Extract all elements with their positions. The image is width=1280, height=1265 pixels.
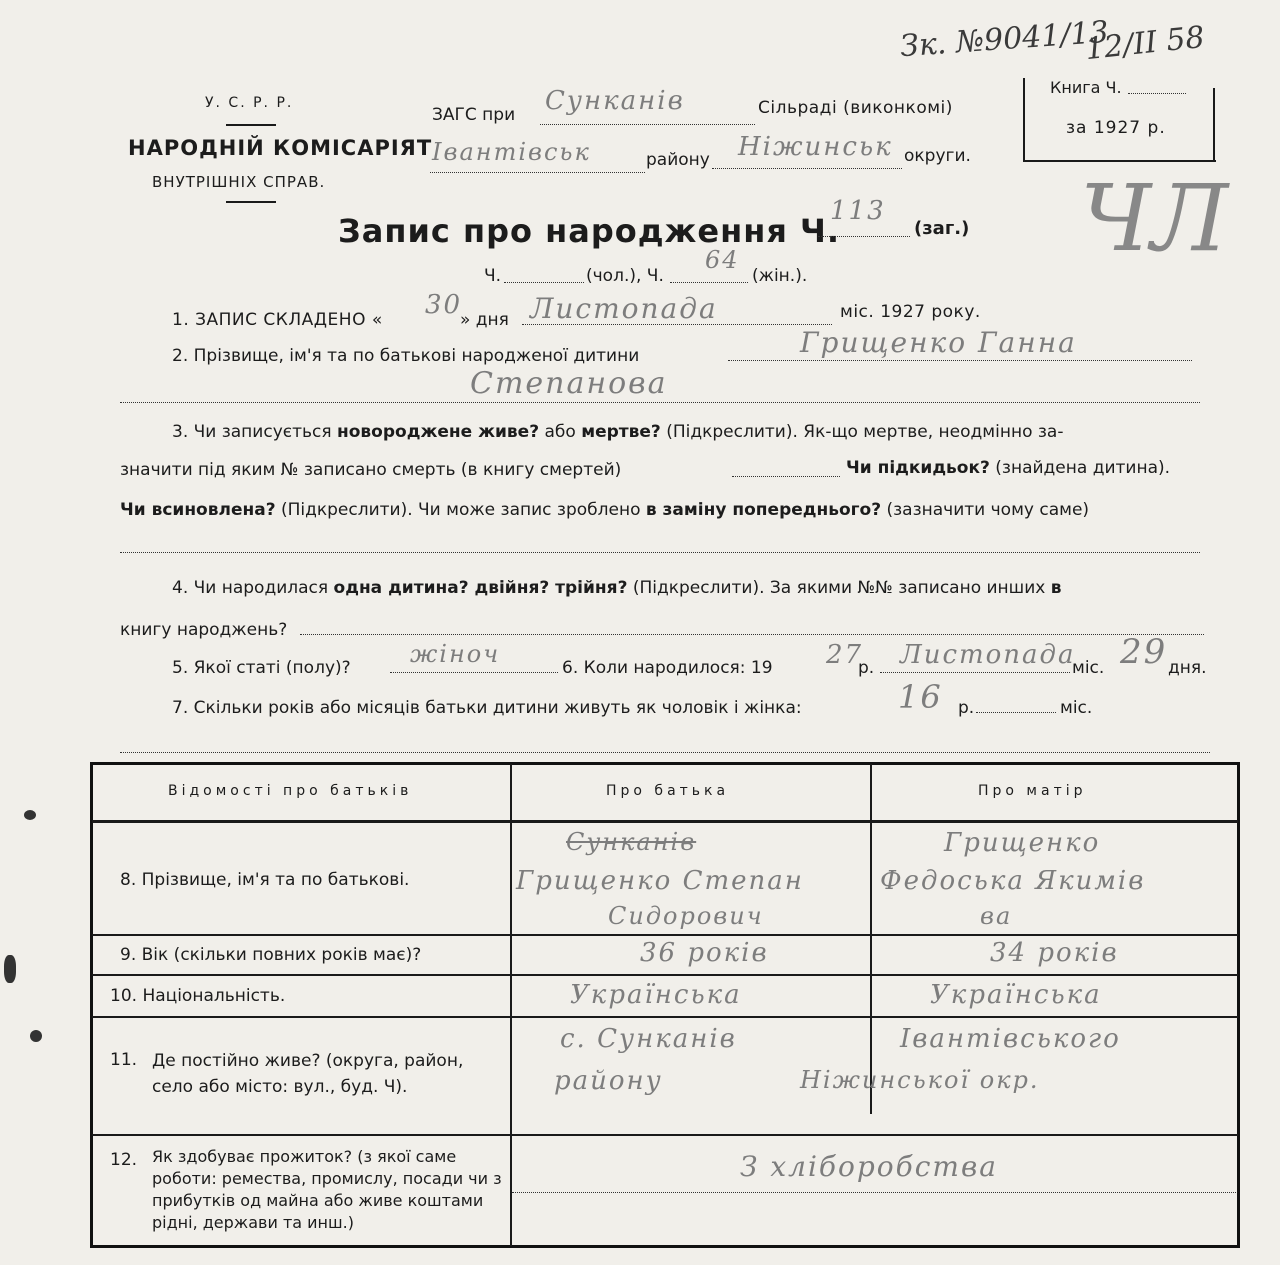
item6-day-suffix: дня. [1168,658,1207,678]
corner-mark-handwritten: ЧЛ [1080,165,1228,272]
item1-day-handwritten: 30 [425,290,463,320]
item7-months-line [976,712,1056,713]
item7-extra-line [120,752,1210,753]
item2-line2-handwritten: Степанова [470,366,668,401]
zags-village-line [540,124,755,125]
item1-mid: » дня [460,310,509,330]
okruha-handwritten: Ніжинськ [738,132,893,162]
item4-text3: в [1050,578,1062,598]
archive-date-handwritten: 12/ІІ 58 [1083,19,1207,68]
zags-label: ЗАГС при [432,105,516,125]
female-count-line [670,282,748,283]
item3-text4: (знайдена дитина). [995,458,1171,478]
male-count-suffix: (чол.), Ч. [586,266,664,286]
row11-mother-line1-handwritten: Івантівського [900,1024,1121,1054]
table-row-divider-1 [92,934,1238,936]
item6-year-suffix: р. [858,658,875,678]
item1-month-handwritten: Листопада [530,292,718,325]
book-box-right [1213,88,1215,162]
row9-mother-handwritten: 34 років [990,938,1119,968]
item2-line1 [728,360,1192,361]
row8-mother-line3-handwritten: ва [980,902,1013,930]
item1-month-line [522,324,832,325]
item6-day-handwritten: 29 [1120,632,1168,672]
row10-label: 10. Національність. [110,986,286,1006]
record-number-line [818,236,910,237]
margin-speck [4,955,16,983]
row8-father-line1-handwritten: Грищенко Степан [516,866,804,896]
item4-answer-line [300,634,1204,635]
row10-mother-handwritten: Українська [930,980,1102,1010]
raion-label: району [646,150,710,170]
item3-text6: (зазначити чому саме) [881,500,1090,520]
okruha-line [712,168,902,169]
item1-label: 1. ЗАПИС СКЛАДЕНО « [172,310,383,330]
commissariat-title: НАРОДНІЙ КОМІСАРІЯТ [128,136,433,160]
col-header-mother: Про матір [978,783,1087,799]
state-abbr: У. С. Р. Р. [205,95,294,111]
table-row-divider-2 [92,974,1238,976]
row11-father-line1-handwritten: с. Сунканів [560,1024,737,1054]
female-count-suffix: (жін.). [752,266,808,286]
item3-text5: (Підкреслити). Чи може запис зроблено [275,500,646,520]
item6-month-suffix: міс. [1072,658,1105,678]
item3-foundling-option: Чи підкидьок? [846,458,990,478]
item3-dead-option: мертве? [581,422,661,442]
item3-replacement-option: в заміну попереднього? [645,500,882,520]
item6-month-line [880,672,1070,673]
item7-years-handwritten: 16 [898,678,943,716]
male-count-label: Ч. [484,266,502,286]
record-number-handwritten: 113 [830,196,886,226]
item2-label: 2. Прізвище, ім'я та по батькові народженої дитини [172,346,640,366]
item4-text1: 4. Чи народилася [172,578,334,598]
item7-years-suffix: р. [958,698,975,718]
raion-line [430,172,645,173]
item4-line2: книгу народжень? [120,620,288,640]
zags-village-handwritten: Сунканів [545,86,685,116]
female-count-handwritten: 64 [705,246,740,274]
table-col-divider-1 [510,764,512,1246]
row8-mother-line2-handwritten: Федоська Якимів [880,866,1146,896]
row12-income-handwritten: З хліборобства [740,1150,998,1183]
row8-label: 8. Прізвище, ім'я та по батькові. [120,870,410,890]
book-box-bottom [1023,160,1216,162]
item3-line1 [172,422,1063,442]
table-row12-line [512,1192,1236,1193]
book-number-line [1128,93,1186,94]
item3-line2b [846,458,1170,478]
record-total-suffix: (заг.) [914,218,970,239]
header-divider-bottom [226,201,276,203]
record-title: Запис про народження Ч. [338,212,841,250]
item3-text3: (Підкреслити). Як-що мертве, неодмінно за- [660,422,1064,442]
item6-month-handwritten: Листопада [900,640,1076,670]
item6-label: 6. Коли народилося: 19 [562,658,773,678]
row10-father-handwritten: Українська [570,980,742,1010]
row12-number: 12. [110,1150,138,1170]
item3-text1: 3. Чи записується [172,422,337,442]
item3-adopted-option: Чи всиновлена? [120,500,276,520]
row11-label: Де постійно живе? (округа, район, село або місто: вул., буд. Ч). [152,1051,464,1097]
item3-line3 [120,500,1089,520]
item3-line2a: значити під яким № записано смерть (в книгу смертей) [120,460,622,480]
row11-father-line2-handwritten: району [554,1066,663,1096]
item3-live-option: новороджене живе? [337,422,540,442]
item2-line2 [120,402,1200,403]
male-count-line [504,282,584,283]
okruha-label: округи. [904,146,971,166]
item3-death-number-line [732,476,840,477]
item5-sex-handwritten: жіноч [410,640,501,668]
book-box-left [1023,78,1025,162]
item4-text2: (Підкреслити). За якими №№ записано инших [627,578,1051,598]
row9-father-handwritten: 36 років [640,938,769,968]
book-year: за 1927 р. [1066,118,1166,138]
item5-label: 5. Якої статі (полу)? [172,658,351,678]
raion-handwritten: Івантівськ [432,138,591,166]
row11-number: 11. [110,1050,138,1070]
archive-note-handwritten: Зк. №9041/13 [899,14,1110,65]
item5-line [390,672,558,673]
margin-speck [24,810,36,820]
item7-months-suffix: міс. [1060,698,1093,718]
row9-label: 9. Вік (скільки повних років має)? [120,945,422,965]
item3-text2: або [539,422,582,442]
col-header-info: Відомості про батьків [168,783,413,799]
item2-line1-handwritten: Грищенко Ганна [800,326,1077,359]
row8-mother-line1-handwritten: Грищенко [944,828,1101,858]
header-divider-top [226,124,276,126]
department-title: ВНУТРІШНІХ СПРАВ. [152,173,326,191]
col-header-father: Про батька [606,783,730,799]
row12-label: Як здобуває прожиток? (з якої саме роботи: ремества, промислу, посади чи з прибутків од майна або живе коштами рідні, держави та инш.) [152,1147,502,1232]
table-col-divider-2 [870,764,872,1114]
item7-label: 7. Скільки років або місяців батьки дитини живуть як чоловік і жінка: [172,698,802,718]
item1-suffix: міс. 1927 року. [840,302,981,322]
row8-father-line2-handwritten: Сидорович [608,902,764,930]
table-row-divider-3 [92,1016,1238,1018]
item4-count-options: одна дитина? двійня? трійня? [333,578,628,598]
book-label: Книга Ч. [1050,78,1122,97]
village-council-label: Сільраді (виконкомі) [758,98,953,118]
item3-answer-line [120,552,1200,553]
item6-year-handwritten: 27 [826,640,864,670]
margin-speck [30,1030,42,1042]
row8-father-struck-handwritten: Сунканів [566,828,697,856]
table-header-divider [92,820,1238,823]
item4-line1 [172,578,1062,598]
row11-mother-line2-handwritten: Ніжинської окр. [800,1066,1040,1094]
table-row-divider-4 [92,1134,1238,1136]
